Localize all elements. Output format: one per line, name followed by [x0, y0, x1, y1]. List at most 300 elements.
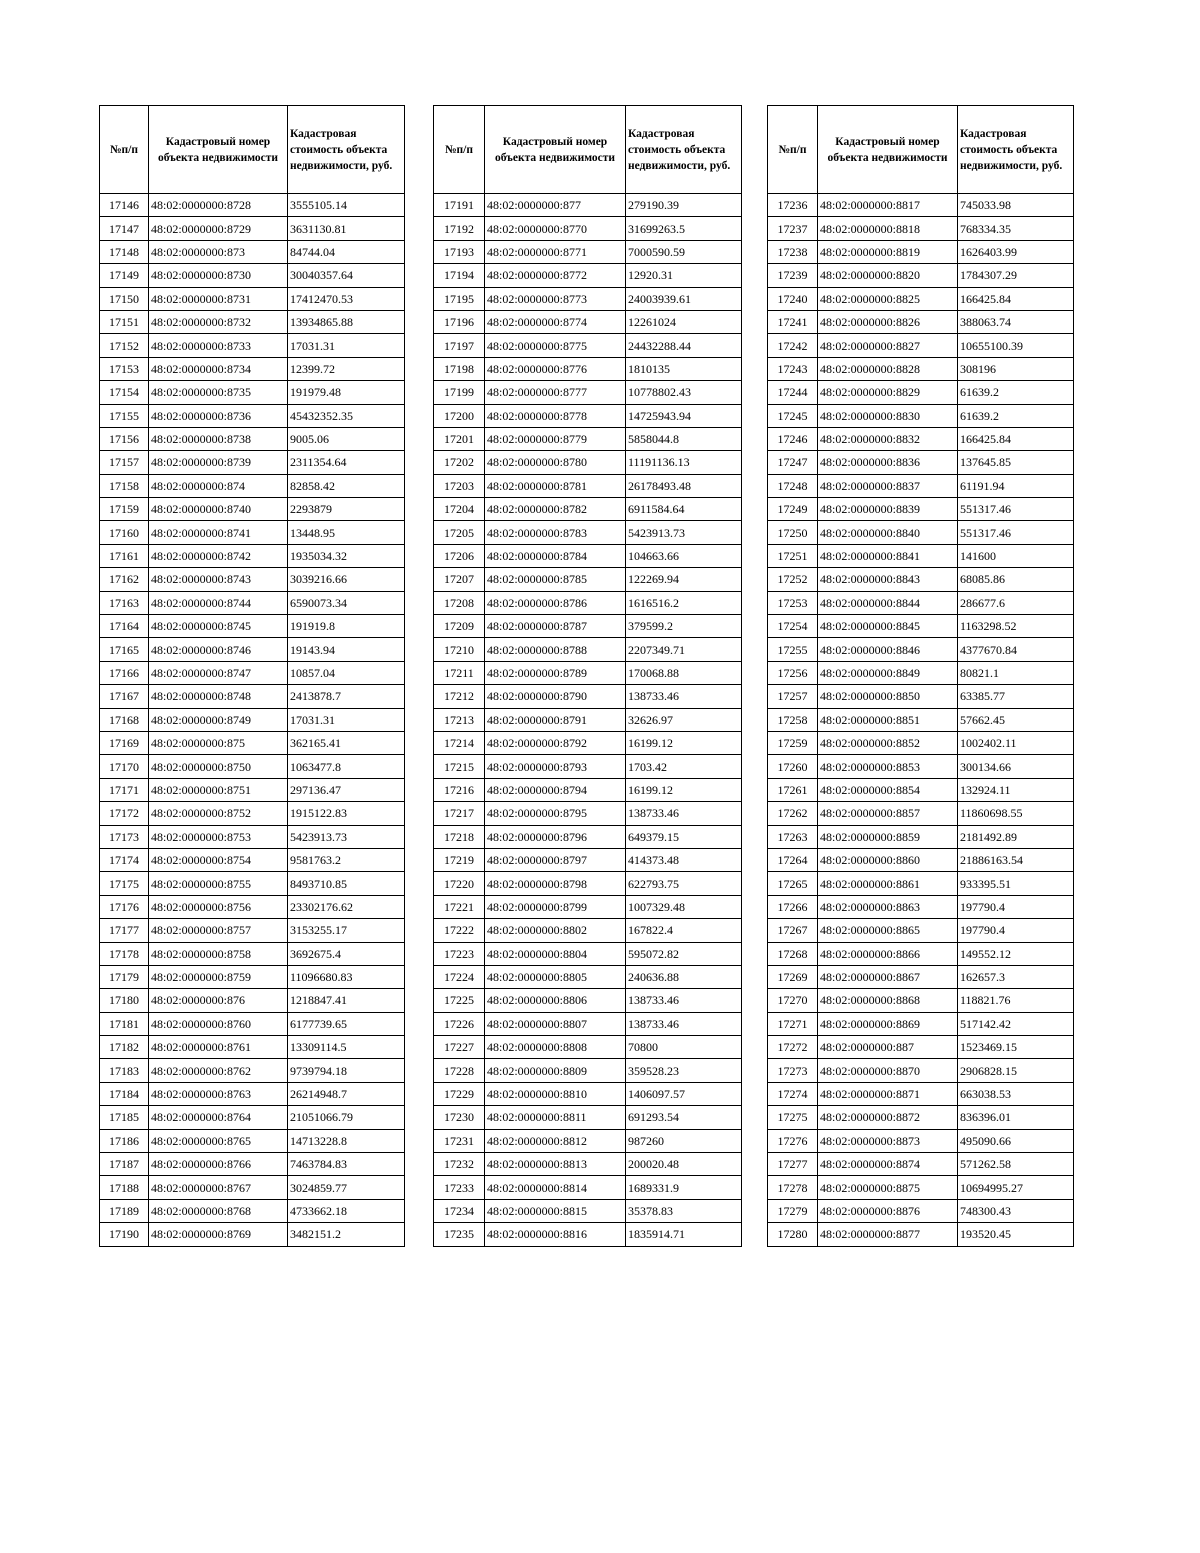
table-row: [768, 731, 1074, 754]
cell-cadastral-value: 1626403.99: [958, 240, 1074, 263]
cell-cadastral-number: 48:02:0000000:875: [149, 731, 288, 754]
table-row: [434, 942, 742, 965]
cell-cadastral-value: 2311354.64: [288, 451, 405, 474]
cell-cadastral-value: 197790.4: [958, 919, 1074, 942]
table-row: [100, 1223, 405, 1246]
cell-cadastral-number: 48:02:0000000:8802: [485, 919, 626, 942]
table-row: [100, 1012, 405, 1035]
cell-row-number: 17259: [768, 731, 818, 754]
cell-cadastral-value: 2181492.89: [958, 825, 1074, 848]
cell-cadastral-number: 48:02:0000000:8770: [485, 217, 626, 240]
table-row: [768, 334, 1074, 357]
cell-cadastral-number: 48:02:0000000:8752: [149, 802, 288, 825]
table-row: [100, 1036, 405, 1059]
cell-cadastral-number: 48:02:0000000:8773: [485, 287, 626, 310]
cell-cadastral-value: 21886163.54: [958, 848, 1074, 871]
table-row: [434, 404, 742, 427]
cell-cadastral-number: 48:02:0000000:8876: [818, 1199, 958, 1222]
table-row: [100, 217, 405, 240]
cell-cadastral-number: 48:02:0000000:8873: [818, 1129, 958, 1152]
cell-cadastral-number: 48:02:0000000:8775: [485, 334, 626, 357]
table-row: [434, 451, 742, 474]
cell-cadastral-value: 495090.66: [958, 1129, 1074, 1152]
cell-cadastral-number: 48:02:0000000:8768: [149, 1199, 288, 1222]
table-row: [100, 357, 405, 380]
cell-row-number: 17198: [434, 357, 485, 380]
header-row-number: №п/п: [100, 106, 149, 194]
cell-row-number: 17252: [768, 568, 818, 591]
cell-cadastral-number: 48:02:0000000:8769: [149, 1223, 288, 1246]
cell-cadastral-value: 200020.48: [626, 1153, 742, 1176]
cell-row-number: 17152: [100, 334, 149, 357]
cell-row-number: 17269: [768, 965, 818, 988]
cell-cadastral-number: 48:02:0000000:8850: [818, 685, 958, 708]
cell-row-number: 17146: [100, 194, 149, 217]
cell-cadastral-value: 57662.45: [958, 708, 1074, 731]
table-row: [768, 965, 1074, 988]
cell-cadastral-value: 2293879: [288, 498, 405, 521]
table-row: [100, 474, 405, 497]
cell-cadastral-number: 48:02:0000000:8797: [485, 848, 626, 871]
table-row: [768, 1129, 1074, 1152]
cell-row-number: 17266: [768, 895, 818, 918]
table-row: [768, 381, 1074, 404]
cell-row-number: 17200: [434, 404, 485, 427]
cell-cadastral-value: 379599.2: [626, 615, 742, 638]
table-row: [100, 194, 405, 217]
cell-row-number: 17193: [434, 240, 485, 263]
table-row: [100, 638, 405, 661]
cell-cadastral-value: 104663.66: [626, 544, 742, 567]
cell-row-number: 17243: [768, 357, 818, 380]
cell-row-number: 17156: [100, 427, 149, 450]
table-row: [100, 965, 405, 988]
cell-cadastral-value: 13309114.5: [288, 1036, 405, 1059]
cell-cadastral-number: 48:02:0000000:8730: [149, 264, 288, 287]
cell-row-number: 17260: [768, 755, 818, 778]
table-body: [434, 194, 742, 1247]
table-row: [100, 919, 405, 942]
table-row: [768, 568, 1074, 591]
cell-cadastral-value: 11191136.13: [626, 451, 742, 474]
cell-row-number: 17224: [434, 965, 485, 988]
cell-cadastral-number: 48:02:0000000:8840: [818, 521, 958, 544]
cell-cadastral-number: 48:02:0000000:8766: [149, 1153, 288, 1176]
table-row: [434, 568, 742, 591]
cell-cadastral-value: 1002402.11: [958, 731, 1074, 754]
cell-cadastral-value: 2413878.7: [288, 685, 405, 708]
cell-cadastral-number: 48:02:0000000:8804: [485, 942, 626, 965]
table-row: [768, 638, 1074, 661]
cell-row-number: 17236: [768, 194, 818, 217]
cell-row-number: 17147: [100, 217, 149, 240]
cell-row-number: 17211: [434, 661, 485, 684]
cell-cadastral-value: 63385.77: [958, 685, 1074, 708]
cell-cadastral-value: 649379.15: [626, 825, 742, 848]
table-row: [434, 1082, 742, 1105]
cell-cadastral-number: 48:02:0000000:8807: [485, 1012, 626, 1035]
cell-row-number: 17275: [768, 1106, 818, 1129]
cell-cadastral-value: 987260: [626, 1129, 742, 1152]
table-row: [100, 615, 405, 638]
cell-cadastral-value: 595072.82: [626, 942, 742, 965]
table-row: [768, 264, 1074, 287]
table-row: [768, 989, 1074, 1012]
cell-row-number: 17219: [434, 848, 485, 871]
cell-row-number: 17261: [768, 778, 818, 801]
table-row: [434, 1223, 742, 1246]
cell-cadastral-number: 48:02:0000000:8868: [818, 989, 958, 1012]
cell-cadastral-value: 8493710.85: [288, 872, 405, 895]
cell-cadastral-number: 48:02:0000000:8751: [149, 778, 288, 801]
cell-row-number: 17189: [100, 1199, 149, 1222]
table-row: [100, 1129, 405, 1152]
header-row-number: №п/п: [434, 106, 485, 194]
cell-row-number: 17237: [768, 217, 818, 240]
cell-cadastral-number: 48:02:0000000:8843: [818, 568, 958, 591]
cell-cadastral-number: 48:02:0000000:8748: [149, 685, 288, 708]
cell-row-number: 17254: [768, 615, 818, 638]
table-header: [434, 106, 742, 194]
table-row: [434, 989, 742, 1012]
cell-cadastral-number: 48:02:0000000:8853: [818, 755, 958, 778]
table-row: [768, 919, 1074, 942]
table-row: [768, 942, 1074, 965]
table-row: [768, 615, 1074, 638]
table-row: [768, 427, 1074, 450]
table-row: [100, 1082, 405, 1105]
cell-cadastral-number: 48:02:0000000:8750: [149, 755, 288, 778]
table-row: [768, 194, 1074, 217]
table-row: [100, 895, 405, 918]
table-row: [768, 1176, 1074, 1199]
cell-cadastral-number: 48:02:0000000:8875: [818, 1176, 958, 1199]
cell-row-number: 17205: [434, 521, 485, 544]
cell-cadastral-number: 48:02:0000000:8826: [818, 310, 958, 333]
table-row: [100, 568, 405, 591]
cell-row-number: 17174: [100, 848, 149, 871]
cell-row-number: 17185: [100, 1106, 149, 1129]
cell-cadastral-number: 48:02:0000000:8765: [149, 1129, 288, 1152]
cell-cadastral-value: 3153255.17: [288, 919, 405, 942]
cell-cadastral-number: 48:02:0000000:8806: [485, 989, 626, 1012]
cell-row-number: 17212: [434, 685, 485, 708]
cell-cadastral-value: 836396.01: [958, 1106, 1074, 1129]
cell-cadastral-number: 48:02:0000000:874: [149, 474, 288, 497]
table-row: [768, 1036, 1074, 1059]
cell-cadastral-value: 35378.83: [626, 1199, 742, 1222]
registry-table-1: [99, 105, 405, 1247]
cell-cadastral-number: 48:02:0000000:8815: [485, 1199, 626, 1222]
cell-cadastral-value: 167822.4: [626, 919, 742, 942]
table-row: [768, 240, 1074, 263]
cell-cadastral-value: 1007329.48: [626, 895, 742, 918]
cell-row-number: 17166: [100, 661, 149, 684]
cell-cadastral-value: 132924.11: [958, 778, 1074, 801]
cell-cadastral-number: 48:02:0000000:8781: [485, 474, 626, 497]
table-row: [100, 1176, 405, 1199]
cell-cadastral-number: 48:02:0000000:8818: [818, 217, 958, 240]
header-cadastral-number: Кадастровый номер объекта недвижимости: [149, 106, 288, 194]
table-row: [434, 217, 742, 240]
cell-row-number: 17171: [100, 778, 149, 801]
table-row: [100, 404, 405, 427]
cell-cadastral-value: 10694995.27: [958, 1176, 1074, 1199]
cell-cadastral-value: 138733.46: [626, 989, 742, 1012]
cell-row-number: 17181: [100, 1012, 149, 1035]
cell-cadastral-number: 48:02:0000000:8753: [149, 825, 288, 848]
cell-cadastral-number: 48:02:0000000:8814: [485, 1176, 626, 1199]
cell-cadastral-number: 48:02:0000000:8805: [485, 965, 626, 988]
cell-cadastral-number: 48:02:0000000:8828: [818, 357, 958, 380]
table-row: [768, 661, 1074, 684]
cell-cadastral-number: 48:02:0000000:8764: [149, 1106, 288, 1129]
cell-row-number: 17229: [434, 1082, 485, 1105]
cell-row-number: 17180: [100, 989, 149, 1012]
cell-cadastral-number: 48:02:0000000:877: [485, 194, 626, 217]
cell-row-number: 17213: [434, 708, 485, 731]
cell-row-number: 17268: [768, 942, 818, 965]
table-row: [434, 661, 742, 684]
cell-cadastral-value: 13934865.88: [288, 310, 405, 333]
cell-row-number: 17202: [434, 451, 485, 474]
table-row: [434, 334, 742, 357]
cell-row-number: 17248: [768, 474, 818, 497]
cell-cadastral-value: 1063477.8: [288, 755, 405, 778]
cell-cadastral-number: 48:02:0000000:8872: [818, 1106, 958, 1129]
cell-row-number: 17242: [768, 334, 818, 357]
cell-cadastral-number: 48:02:0000000:8819: [818, 240, 958, 263]
cell-cadastral-value: 933395.51: [958, 872, 1074, 895]
cell-row-number: 17235: [434, 1223, 485, 1246]
cell-row-number: 17217: [434, 802, 485, 825]
cell-row-number: 17208: [434, 591, 485, 614]
cell-cadastral-number: 48:02:0000000:8776: [485, 357, 626, 380]
cell-cadastral-value: 166425.84: [958, 427, 1074, 450]
cell-row-number: 17225: [434, 989, 485, 1012]
table-row: [434, 755, 742, 778]
table-row: [768, 872, 1074, 895]
cell-row-number: 17277: [768, 1153, 818, 1176]
cell-row-number: 17183: [100, 1059, 149, 1082]
cell-cadastral-number: 48:02:0000000:8760: [149, 1012, 288, 1035]
cell-cadastral-value: 61639.2: [958, 404, 1074, 427]
cell-cadastral-value: 170068.88: [626, 661, 742, 684]
cell-cadastral-value: 24003939.61: [626, 287, 742, 310]
cell-cadastral-value: 5423913.73: [288, 825, 405, 848]
cell-row-number: 17223: [434, 942, 485, 965]
cell-cadastral-value: 5423913.73: [626, 521, 742, 544]
table-row: [100, 1153, 405, 1176]
cell-cadastral-number: 48:02:0000000:8836: [818, 451, 958, 474]
cell-row-number: 17175: [100, 872, 149, 895]
table-row: [434, 310, 742, 333]
cell-row-number: 17247: [768, 451, 818, 474]
cell-cadastral-number: 48:02:0000000:8739: [149, 451, 288, 474]
cell-cadastral-value: 82858.42: [288, 474, 405, 497]
cell-cadastral-value: 571262.58: [958, 1153, 1074, 1176]
cell-cadastral-number: 48:02:0000000:8825: [818, 287, 958, 310]
cell-cadastral-value: 138733.46: [626, 685, 742, 708]
cell-cadastral-value: 2207349.71: [626, 638, 742, 661]
cell-cadastral-value: 286677.6: [958, 591, 1074, 614]
table-row: [100, 755, 405, 778]
cell-cadastral-number: 48:02:0000000:8829: [818, 381, 958, 404]
cell-row-number: 17157: [100, 451, 149, 474]
cell-cadastral-value: 11860698.55: [958, 802, 1074, 825]
table-row: [434, 287, 742, 310]
cell-cadastral-number: 48:02:0000000:8789: [485, 661, 626, 684]
table-row: [100, 240, 405, 263]
cell-cadastral-number: 48:02:0000000:8808: [485, 1036, 626, 1059]
header-cadastral-number: Кадастровый номер объекта недвижимости: [485, 106, 626, 194]
cell-cadastral-number: 48:02:0000000:8758: [149, 942, 288, 965]
cell-cadastral-value: 162657.3: [958, 965, 1074, 988]
cell-cadastral-number: 48:02:0000000:8809: [485, 1059, 626, 1082]
table-row: [768, 591, 1074, 614]
table-row: [100, 942, 405, 965]
cell-cadastral-value: 3039216.66: [288, 568, 405, 591]
table-row: [434, 965, 742, 988]
cell-row-number: 17186: [100, 1129, 149, 1152]
table-row: [434, 474, 742, 497]
cell-cadastral-value: 4733662.18: [288, 1199, 405, 1222]
cell-row-number: 17203: [434, 474, 485, 497]
cell-cadastral-number: 48:02:0000000:8845: [818, 615, 958, 638]
cell-cadastral-value: 197790.4: [958, 895, 1074, 918]
table-row: [768, 802, 1074, 825]
table-row: [434, 1129, 742, 1152]
table-row: [768, 474, 1074, 497]
cell-cadastral-number: 48:02:0000000:8854: [818, 778, 958, 801]
cell-row-number: 17199: [434, 381, 485, 404]
table-row: [434, 731, 742, 754]
table-row: [100, 498, 405, 521]
cell-row-number: 17239: [768, 264, 818, 287]
cell-cadastral-number: 48:02:0000000:876: [149, 989, 288, 1012]
cell-row-number: 17251: [768, 544, 818, 567]
cell-row-number: 17220: [434, 872, 485, 895]
cell-row-number: 17278: [768, 1176, 818, 1199]
table-row: [100, 264, 405, 287]
cell-cadastral-number: 48:02:0000000:8767: [149, 1176, 288, 1199]
cell-cadastral-value: 6911584.64: [626, 498, 742, 521]
cell-cadastral-value: 137645.85: [958, 451, 1074, 474]
cell-cadastral-number: 48:02:0000000:8774: [485, 310, 626, 333]
cell-row-number: 17153: [100, 357, 149, 380]
cell-cadastral-value: 1406097.57: [626, 1082, 742, 1105]
table-row: [100, 310, 405, 333]
cell-row-number: 17172: [100, 802, 149, 825]
cell-row-number: 17177: [100, 919, 149, 942]
cell-row-number: 17280: [768, 1223, 818, 1246]
cell-row-number: 17204: [434, 498, 485, 521]
table-row: [768, 544, 1074, 567]
cell-cadastral-value: 14713228.8: [288, 1129, 405, 1152]
cell-row-number: 17151: [100, 310, 149, 333]
header-cadastral-value: Кадастровая стоимость объекта недвижимости, руб.: [958, 106, 1074, 194]
cell-row-number: 17274: [768, 1082, 818, 1105]
cell-cadastral-value: 12920.31: [626, 264, 742, 287]
cell-cadastral-number: 48:02:0000000:8733: [149, 334, 288, 357]
cell-row-number: 17256: [768, 661, 818, 684]
cell-cadastral-value: 622793.75: [626, 872, 742, 895]
table-row: [100, 427, 405, 450]
cell-cadastral-value: 9581763.2: [288, 848, 405, 871]
cell-row-number: 17150: [100, 287, 149, 310]
cell-cadastral-value: 3024859.77: [288, 1176, 405, 1199]
cell-cadastral-number: 48:02:0000000:8851: [818, 708, 958, 731]
cell-cadastral-number: 48:02:0000000:8788: [485, 638, 626, 661]
cell-cadastral-number: 48:02:0000000:8787: [485, 615, 626, 638]
cell-row-number: 17165: [100, 638, 149, 661]
cell-cadastral-number: 48:02:0000000:8778: [485, 404, 626, 427]
cell-row-number: 17160: [100, 521, 149, 544]
cell-cadastral-number: 48:02:0000000:8754: [149, 848, 288, 871]
cell-row-number: 17209: [434, 615, 485, 638]
cell-row-number: 17218: [434, 825, 485, 848]
table-row: [434, 1199, 742, 1222]
table-row: [100, 825, 405, 848]
cell-row-number: 17206: [434, 544, 485, 567]
table-row: [768, 1223, 1074, 1246]
cell-cadastral-value: 138733.46: [626, 1012, 742, 1035]
table-row: [100, 802, 405, 825]
table-row: [434, 1059, 742, 1082]
cell-cadastral-value: 138733.46: [626, 802, 742, 825]
table-row: [100, 989, 405, 1012]
table-row: [434, 544, 742, 567]
cell-row-number: 17231: [434, 1129, 485, 1152]
cell-cadastral-value: 1523469.15: [958, 1036, 1074, 1059]
cell-cadastral-number: 48:02:0000000:8756: [149, 895, 288, 918]
cell-cadastral-number: 48:02:0000000:8784: [485, 544, 626, 567]
table-row: [100, 287, 405, 310]
cell-cadastral-number: 48:02:0000000:8790: [485, 685, 626, 708]
table-row: [768, 404, 1074, 427]
registry-table-2: [433, 105, 742, 1247]
cell-row-number: 17227: [434, 1036, 485, 1059]
cell-cadastral-number: 48:02:0000000:8874: [818, 1153, 958, 1176]
cell-cadastral-value: 149552.12: [958, 942, 1074, 965]
cell-cadastral-number: 48:02:0000000:8859: [818, 825, 958, 848]
table-row: [434, 1106, 742, 1129]
cell-cadastral-number: 48:02:0000000:8841: [818, 544, 958, 567]
cell-cadastral-value: 359528.23: [626, 1059, 742, 1082]
cell-cadastral-value: 308196: [958, 357, 1074, 380]
cell-row-number: 17158: [100, 474, 149, 497]
cell-cadastral-number: 48:02:0000000:8777: [485, 381, 626, 404]
cell-row-number: 17234: [434, 1199, 485, 1222]
cell-cadastral-number: 48:02:0000000:8761: [149, 1036, 288, 1059]
cell-cadastral-value: 10655100.39: [958, 334, 1074, 357]
cell-cadastral-value: 4377670.84: [958, 638, 1074, 661]
cell-row-number: 17191: [434, 194, 485, 217]
table-row: [434, 1012, 742, 1035]
cell-cadastral-number: 48:02:0000000:8796: [485, 825, 626, 848]
cell-cadastral-number: 48:02:0000000:8817: [818, 194, 958, 217]
header-row-number: №п/п: [768, 106, 818, 194]
cell-cadastral-number: 48:02:0000000:8736: [149, 404, 288, 427]
cell-row-number: 17197: [434, 334, 485, 357]
cell-cadastral-value: 17412470.53: [288, 287, 405, 310]
table-row: [100, 731, 405, 754]
cell-cadastral-number: 48:02:0000000:8732: [149, 310, 288, 333]
cell-cadastral-number: 48:02:0000000:8857: [818, 802, 958, 825]
cell-row-number: 17255: [768, 638, 818, 661]
cell-row-number: 17210: [434, 638, 485, 661]
table-row: [434, 521, 742, 544]
